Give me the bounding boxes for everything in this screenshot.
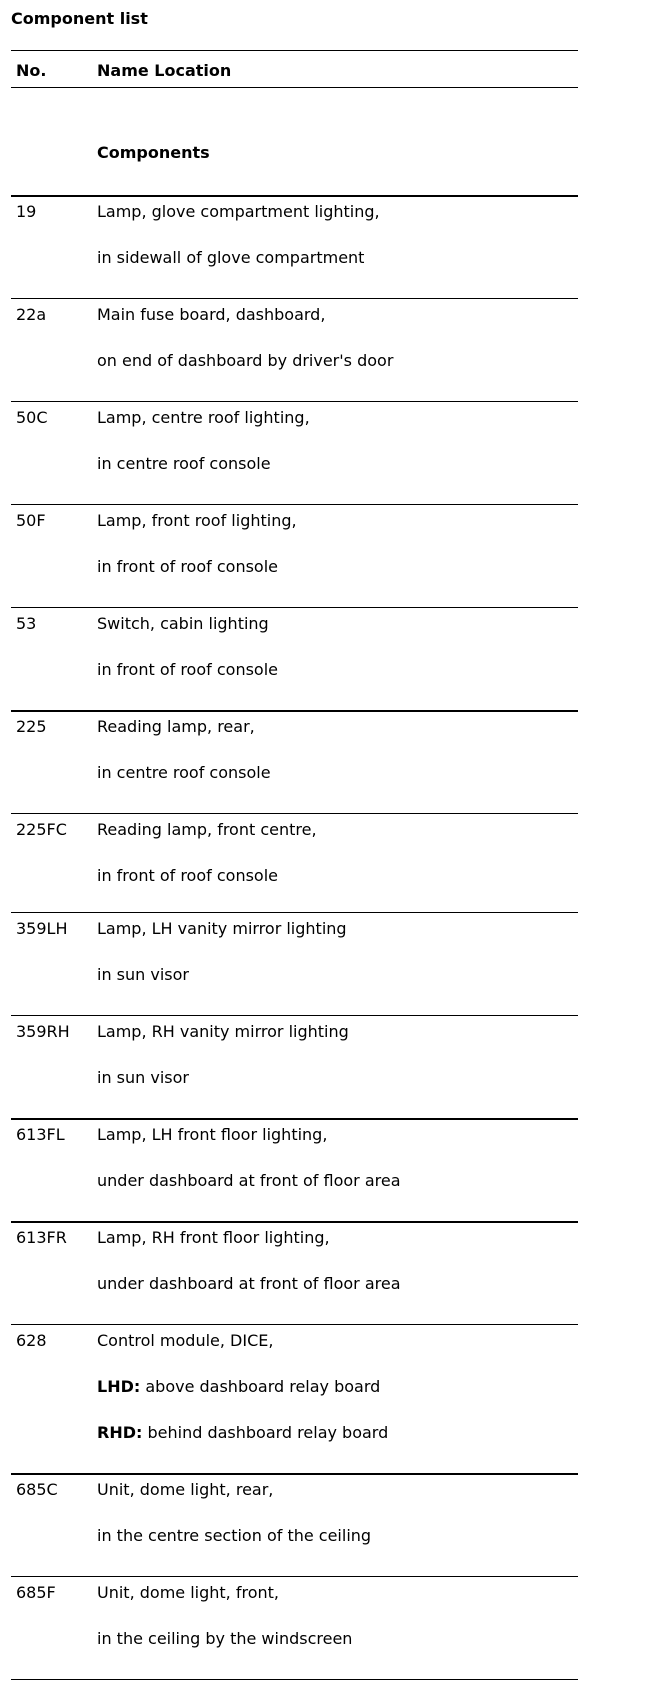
row-number: 19: [16, 202, 37, 221]
header-name-location: Name Location: [97, 61, 232, 80]
row-number: 359LH: [16, 919, 68, 938]
row-divider: [11, 710, 578, 712]
row-number: 613FR: [16, 1228, 67, 1247]
section-heading: Components: [97, 143, 210, 162]
document-title: Component list: [11, 9, 148, 28]
row-name: Lamp, RH front floor lighting,: [97, 1228, 330, 1247]
row-number: 628: [16, 1331, 47, 1350]
row-number: 613FL: [16, 1125, 65, 1144]
row-location-rhd: [97, 1422, 388, 1444]
rhd-location: behind dashboard relay board: [142, 1423, 389, 1442]
row-location: under dashboard at front of floor area: [97, 1171, 401, 1190]
row-name: Lamp, LH front floor lighting,: [97, 1125, 328, 1144]
row-divider: [11, 504, 578, 505]
row-location: in the centre section of the ceiling: [97, 1526, 372, 1545]
table-bottom-rule: [11, 1679, 578, 1680]
row-number: 50F: [16, 511, 46, 530]
lhd-label: LHD:: [97, 1377, 141, 1396]
row-divider: [11, 1324, 578, 1325]
row-number: 225: [16, 717, 47, 736]
row-number: 22a: [16, 305, 47, 324]
row-location: in centre roof console: [97, 454, 271, 473]
row-location: in the ceiling by the windscreen: [97, 1629, 353, 1648]
row-divider: [11, 1473, 578, 1475]
row-location-lhd: [97, 1376, 380, 1398]
row-number: 685F: [16, 1583, 56, 1602]
row-name: Lamp, RH vanity mirror lighting: [97, 1022, 349, 1041]
row-name: Lamp, glove compartment lighting,: [97, 202, 380, 221]
row-divider: [11, 1576, 578, 1577]
row-name: Control module, DICE,: [97, 1331, 274, 1350]
row-name: Switch, cabin lighting: [97, 614, 269, 633]
row-name: Reading lamp, front centre,: [97, 820, 317, 839]
row-number: 53: [16, 614, 37, 633]
row-location: in front of roof console: [97, 866, 278, 885]
row-divider: [11, 813, 578, 814]
header-bottom-rule: [11, 87, 578, 88]
row-divider: [11, 1118, 578, 1120]
row-number: 685C: [16, 1480, 58, 1499]
row-divider: [11, 401, 578, 402]
header-top-rule: [11, 50, 578, 51]
row-location: in sun visor: [97, 1068, 189, 1087]
row-divider: [11, 912, 578, 913]
row-location: in front of roof console: [97, 660, 278, 679]
row-name: Main fuse board, dashboard,: [97, 305, 326, 324]
header-no: No.: [16, 61, 47, 80]
row-location: under dashboard at front of floor area: [97, 1274, 401, 1293]
row-name: Unit, dome light, front,: [97, 1583, 279, 1602]
row-location: on end of dashboard by driver's door: [97, 351, 394, 370]
row-divider: [11, 298, 578, 299]
row-number: 50C: [16, 408, 48, 427]
row-name: Reading lamp, rear,: [97, 717, 255, 736]
row-divider: [11, 1221, 578, 1223]
row-location: in centre roof console: [97, 763, 271, 782]
row-location: in front of roof console: [97, 557, 278, 576]
row-location: in sun visor: [97, 965, 189, 984]
row-divider: [11, 607, 578, 608]
row-name: Lamp, LH vanity mirror lighting: [97, 919, 347, 938]
row-location: in sidewall of glove compartment: [97, 248, 365, 267]
row-number: 359RH: [16, 1022, 70, 1041]
row-name: Lamp, centre roof lighting,: [97, 408, 310, 427]
lhd-location: above dashboard relay board: [140, 1377, 381, 1396]
rhd-label: RHD:: [97, 1423, 143, 1442]
row-divider: [11, 195, 578, 197]
row-name: Unit, dome light, rear,: [97, 1480, 274, 1499]
row-name: Lamp, front roof lighting,: [97, 511, 297, 530]
row-number: 225FC: [16, 820, 67, 839]
row-divider: [11, 1015, 578, 1016]
